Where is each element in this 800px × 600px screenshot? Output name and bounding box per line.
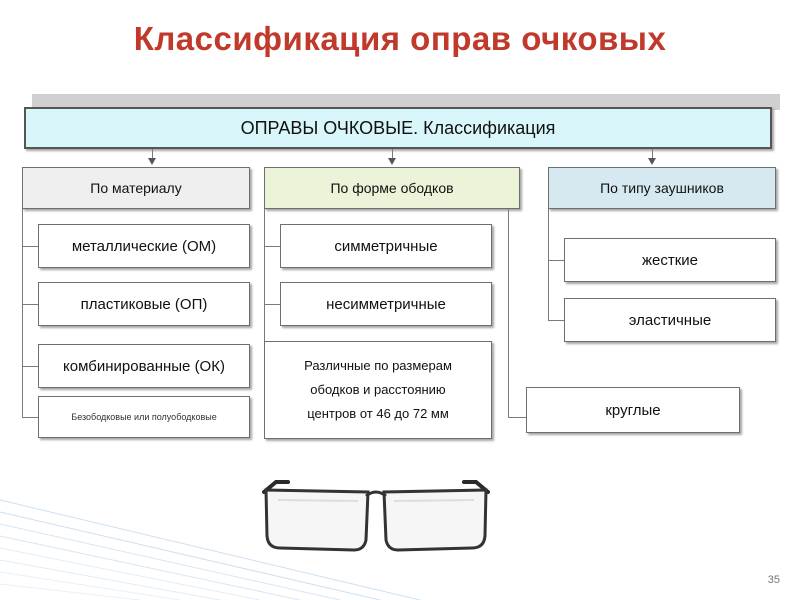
arrow-down-icon <box>648 158 656 165</box>
branch-line <box>264 246 280 247</box>
page-number: 35 <box>767 574 780 586</box>
branch-line <box>22 417 38 418</box>
slide-title: Классификация оправ очковых <box>133 20 667 57</box>
category-header-material: По материалу <box>22 167 250 209</box>
material-item-combined: комбинированные (ОК) <box>38 344 250 388</box>
branch-line <box>22 366 38 367</box>
column-trunk <box>264 209 265 341</box>
material-item-plastic: пластиковые (ОП) <box>38 282 250 326</box>
material-item-rimless: Безободковые или полуободковые <box>38 396 250 438</box>
branch-line <box>264 304 280 305</box>
arrow-down-icon <box>388 158 396 165</box>
shape-item-symmetric: симметричные <box>280 224 492 268</box>
shape-size-note <box>264 341 492 439</box>
size-note-line: ободков и расстоянию <box>310 382 446 397</box>
branch-line <box>548 260 564 261</box>
size-note-line: Различные по размерам <box>304 358 452 373</box>
material-item-metal: металлические (ОМ) <box>38 224 250 268</box>
branch-line <box>22 246 38 247</box>
decorative-stripes <box>0 490 420 600</box>
category-header-rim-shape: По форме ободков <box>264 167 520 209</box>
shape-item-round: круглые <box>526 387 740 433</box>
root-node: ОПРАВЫ ОЧКОВЫЕ. Классификация <box>24 107 772 149</box>
branch-line <box>508 417 526 418</box>
column-trunk <box>548 209 549 321</box>
size-note-line: центров от 46 до 72 мм <box>307 406 449 421</box>
branch-line <box>548 320 564 321</box>
column-trunk <box>22 209 23 417</box>
category-header-temple-type: По типу заушников <box>548 167 776 209</box>
temple-item-elastic: эластичные <box>564 298 776 342</box>
shape-item-asymmetric: несимметричные <box>280 282 492 326</box>
branch-line <box>22 304 38 305</box>
arrow-down-icon <box>148 158 156 165</box>
temple-item-rigid: жесткие <box>564 238 776 282</box>
column-trunk-right <box>508 209 509 417</box>
